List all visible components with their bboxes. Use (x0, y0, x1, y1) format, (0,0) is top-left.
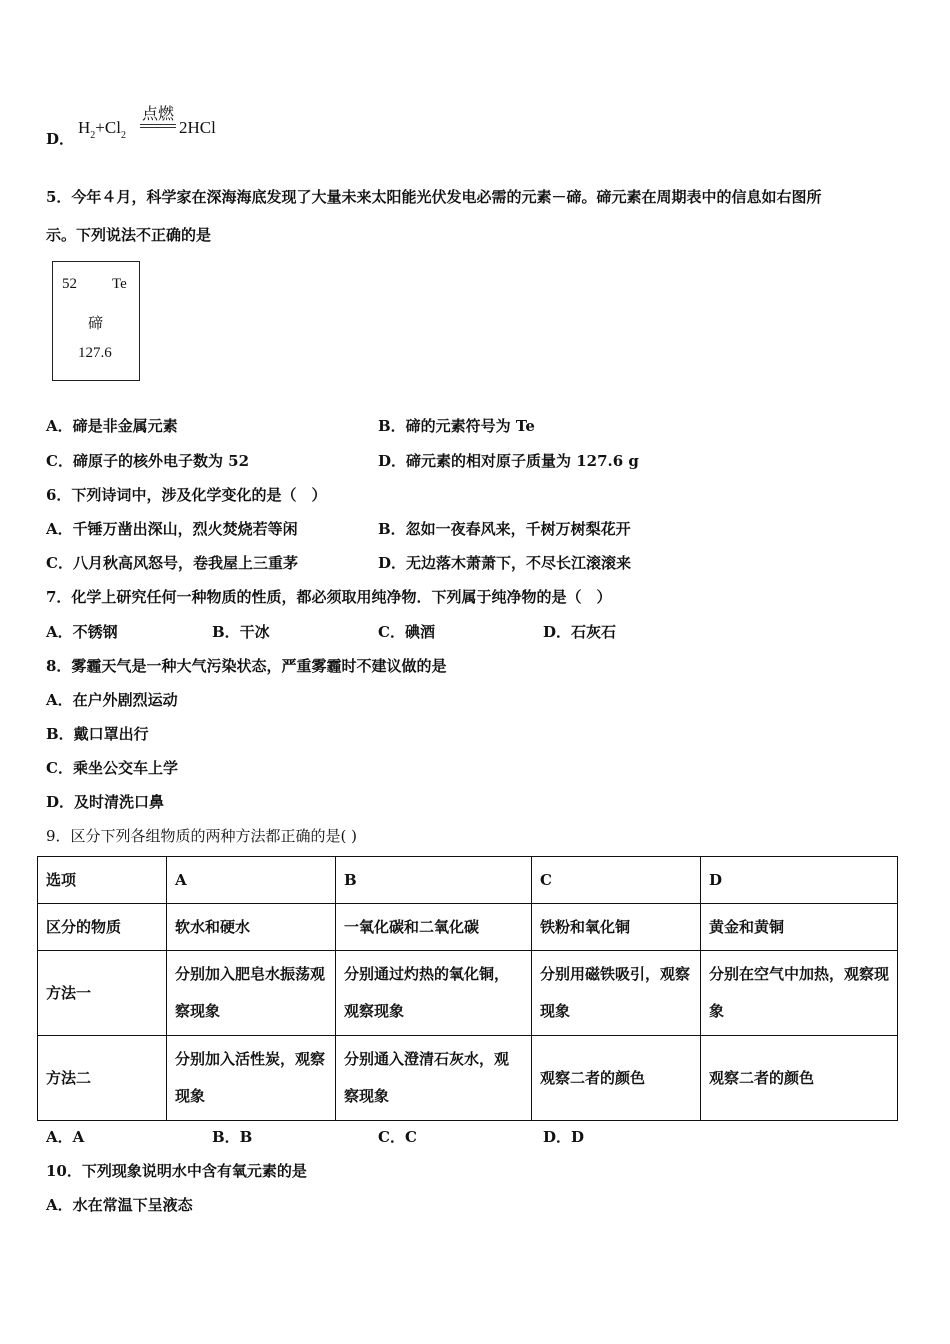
q4-eq-condition: 点燃 (141, 104, 174, 123)
q9-stem: 9．区分下列各组物质的两种方法都正确的是( ) (46, 827, 358, 845)
element-atomic-number: 52 (62, 276, 77, 292)
q7-stem: 7．化学上研究任何一种物质的性质，都必须取用纯净物．下列属于纯净物的是（ ） (46, 588, 612, 606)
table-cell: 分别加入活性炭，观察现象 (167, 1036, 336, 1121)
table-cell: A (167, 857, 336, 904)
table-cell: 观察二者的颜色 (701, 1036, 898, 1121)
q9-option-a[interactable]: A．A (46, 1128, 85, 1146)
table-row-method2 (38, 1036, 898, 1121)
q8-option-a[interactable]: A．在户外剧烈运动 (46, 691, 178, 709)
table-cell: D (701, 857, 898, 904)
q4-eq-arrow-line-2 (140, 127, 176, 128)
element-symbol: Te (112, 276, 127, 292)
q6-stem: 6．下列诗词中，涉及化学变化的是（ ） (46, 486, 327, 504)
q7-option-c[interactable]: C．碘酒 (378, 623, 435, 641)
table-cell: 分别用磁铁吸引，观察现象 (532, 951, 701, 1036)
q4-option-d-label: D． (46, 130, 75, 148)
table-cell: 区分的物质 (38, 904, 167, 951)
q9-option-c[interactable]: C．C (378, 1128, 417, 1146)
q6-option-b[interactable]: B．忽如一夜春风来，千树万树梨花开 (378, 520, 631, 538)
q4-eq-h: H (78, 118, 91, 137)
table-cell: C (532, 857, 701, 904)
q7-option-a[interactable]: A．不锈钢 (46, 623, 118, 641)
q7-option-d[interactable]: D．石灰石 (543, 623, 617, 641)
table-cell: 观察二者的颜色 (532, 1036, 701, 1121)
table-row-substances (38, 904, 898, 951)
table-cell: 选项 (38, 857, 167, 904)
q4-eq-arrow-line-1 (140, 124, 176, 125)
table-cell: 分别通过灼热的氧化铜，观察现象 (336, 951, 532, 1036)
table-cell: 黄金和黄铜 (701, 904, 898, 951)
q8-option-c[interactable]: C．乘坐公交车上学 (46, 759, 178, 777)
element-atomic-mass: 127.6 (78, 345, 112, 361)
table-cell: 一氧化碳和二氧化碳 (336, 904, 532, 951)
table-cell: 铁粉和氧化铜 (532, 904, 701, 951)
element-name: 碲 (88, 314, 104, 332)
table-row-header (38, 857, 898, 904)
q5-stem-line2: 示。下列说法不正确的是 (46, 226, 212, 244)
q5-option-c[interactable]: C．碲原子的核外电子数为 52 (46, 452, 250, 470)
q8-stem: 8．雾霾天气是一种大气污染状态，严重雾霾时不建议做的是 (46, 657, 447, 675)
q10-stem: 10．下列现象说明水中含有氧元素的是 (46, 1162, 307, 1180)
q5-option-d[interactable]: D．碲元素的相对原子质量为 127.6 g (378, 452, 639, 470)
q4-equation (78, 118, 126, 141)
table-row-method1 (38, 951, 898, 1036)
q9-option-d[interactable]: D．D (543, 1128, 585, 1146)
element-card (52, 261, 140, 381)
table-cell: 方法二 (38, 1036, 167, 1121)
q5-option-a[interactable]: A．碲是非金属元素 (46, 417, 178, 435)
table-cell: 分别加入肥皂水振荡观察现象 (167, 951, 336, 1036)
q10-option-a[interactable]: A．水在常温下呈液态 (46, 1196, 193, 1214)
q9-option-b[interactable]: B．B (212, 1128, 253, 1146)
q4-eq-cl-sub: 2 (120, 130, 126, 141)
q8-option-b[interactable]: B．戴口罩出行 (46, 725, 149, 743)
table-cell: 分别通入澄清石灰水，观察现象 (336, 1036, 532, 1121)
q4-eq-plus-cl: +Cl (95, 118, 121, 137)
table-cell: 软水和硬水 (167, 904, 336, 951)
q8-option-d[interactable]: D．及时清洗口鼻 (46, 793, 165, 811)
q6-option-d[interactable]: D．无边落木萧萧下，不尽长江滚滚来 (378, 554, 632, 572)
q6-option-c[interactable]: C．八月秋高风怒号，卷我屋上三重茅 (46, 554, 298, 572)
q4-eq-product: 2HCl (179, 118, 216, 137)
q5-option-b[interactable]: B．碲的元素符号为 Te (378, 417, 535, 435)
q6-option-a[interactable]: A．千锤万凿出深山，烈火焚烧若等闲 (46, 520, 298, 538)
q4-eq-h-sub: 2 (90, 130, 96, 141)
q5-stem-line1: 5．今年４月，科学家在深海海底发现了大量未来太阳能光伏发电必需的元素－碲。碲元素在周期表中的信息如右图所 (46, 188, 822, 206)
table-cell: 分别在空气中加热，观察现象 (701, 951, 898, 1036)
table-cell: 方法一 (38, 951, 167, 1036)
table-cell: B (336, 857, 532, 904)
q7-option-b[interactable]: B．干冰 (212, 623, 270, 641)
q9-table (37, 856, 898, 1121)
